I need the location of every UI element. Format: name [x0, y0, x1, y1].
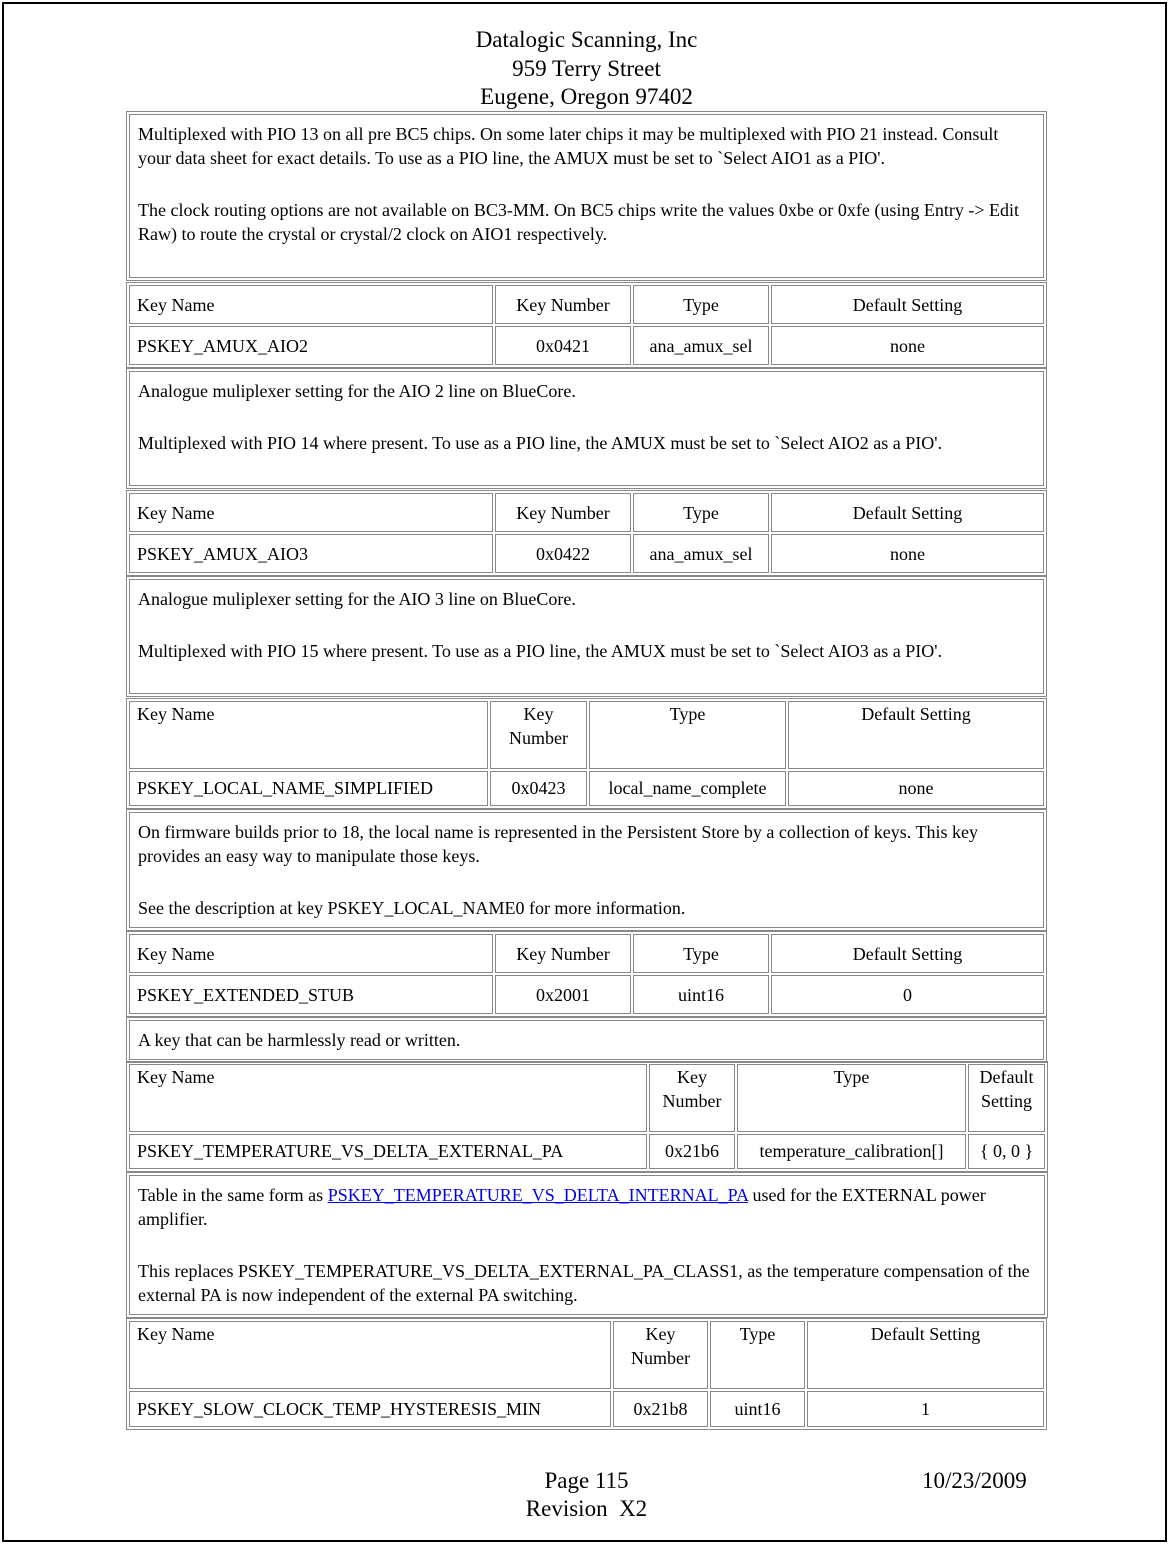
col-type: Type — [633, 285, 769, 324]
key-default: none — [771, 534, 1044, 573]
company-city: Eugene, Oregon 97402 — [480, 84, 693, 109]
intro-description: Multiplexed with PIO 13 on all pre BC5 chips. On some later chips it may be multiplexed with PIO 21 instead. Consult your data sheet for exact details. To use as a PIO line, the AMUX must be set to `Select AIO1 as a PIO'. The clock routing options are not available on BC3-MM. On BC5 chips write the values 0xbe or 0xfe (using Entry -> Edit Raw) to route the crystal or crystal/2 clock on AIO1 respectively. — [129, 114, 1044, 278]
key-type: uint16 — [710, 1391, 805, 1427]
key-name: PSKEY_TEMPERATURE_VS_DELTA_EXTERNAL_PA — [129, 1134, 647, 1169]
key-number: 0x21b6 — [649, 1134, 735, 1169]
key-name: PSKEY_AMUX_AIO3 — [129, 534, 493, 573]
col-key-number: Key Number — [495, 493, 631, 532]
key-description-amux-aio2 — [126, 368, 1047, 489]
col-key-name: Key Name — [129, 1321, 611, 1389]
table-header-row — [129, 285, 1044, 324]
key-description-local-name-simplified — [126, 809, 1047, 931]
company-name: Datalogic Scanning, Inc — [475, 27, 698, 52]
col-key-name: Key Name — [129, 934, 493, 973]
table-header-row — [129, 1064, 1045, 1132]
intro-description-table — [126, 111, 1047, 281]
key-type: local_name_complete — [589, 771, 786, 806]
revision: Revision X2 — [525, 1496, 648, 1521]
key-table-local-name-simplified — [126, 698, 1047, 809]
key-description: On firmware builds prior to 18, the local name is represented in the Persistent Store by a collection of keys. This key provides an easy way to manipulate those keys. See the description at key PSKEY_LOCAL_NAME0 for more information. — [129, 812, 1044, 928]
key-default: none — [788, 771, 1044, 806]
key-name: PSKEY_AMUX_AIO2 — [129, 326, 493, 365]
table-row — [129, 771, 1044, 806]
key-table-extended-stub — [126, 931, 1047, 1017]
key-default: 0 — [771, 975, 1044, 1014]
col-key-name: Key Name — [129, 701, 488, 769]
col-type: Type — [633, 934, 769, 973]
company-street: 959 Terry Street — [512, 55, 661, 81]
key-type: ana_amux_sel — [633, 534, 769, 573]
col-default-setting: Default Setting — [771, 493, 1044, 532]
key-default: none — [771, 326, 1044, 365]
col-default-setting: Default Setting — [788, 701, 1044, 769]
col-key-number: Key Number — [495, 934, 631, 973]
key-default: 1 — [807, 1391, 1044, 1427]
key-number: 0x2001 — [495, 975, 631, 1014]
key-name: PSKEY_LOCAL_NAME_SIMPLIFIED — [129, 771, 488, 806]
col-key-name: Key Name — [129, 285, 493, 324]
col-key-number: Key Number — [495, 285, 631, 324]
table-row — [129, 1391, 1044, 1427]
table-header-row — [129, 1321, 1044, 1389]
key-table-amux-aio3 — [126, 490, 1047, 576]
col-key-name: Key Name — [129, 1064, 647, 1132]
key-default: { 0, 0 } — [968, 1134, 1045, 1169]
key-number: 0x0422 — [495, 534, 631, 573]
key-type: uint16 — [633, 975, 769, 1014]
key-name: PSKEY_SLOW_CLOCK_TEMP_HYSTERESIS_MIN — [129, 1391, 611, 1427]
page-header — [0, 26, 1173, 112]
internal-pa-key-link[interactable]: PSKEY_TEMPERATURE_VS_DELTA_INTERNAL_PA — [327, 1185, 748, 1205]
key-type: ana_amux_sel — [633, 326, 769, 365]
key-description-extended-stub — [126, 1017, 1047, 1063]
key-description: Table in the same form as PSKEY_TEMPERATURE_VS_DELTA_INTERNAL_PA used for the EXTERNAL power amplifier. This replaces PSKEY_TEMPERATURE_VS_DELTA_EXTERNAL_PA_CLASS1, as the temperature compensation of the external PA is now independent of the external PA switching. — [129, 1175, 1045, 1315]
col-type: Type — [710, 1321, 805, 1389]
table-row — [129, 975, 1044, 1014]
table-header-row — [129, 701, 1044, 769]
col-type: Type — [737, 1064, 966, 1132]
key-type: temperature_calibration[] — [737, 1134, 966, 1169]
key-description-amux-aio3 — [126, 576, 1047, 697]
col-key-number: Key Number — [490, 701, 587, 769]
col-type: Type — [633, 493, 769, 532]
table-header-row — [129, 493, 1044, 532]
key-table-temperature-vs-delta-external-pa — [126, 1061, 1048, 1172]
table-row — [129, 1134, 1045, 1169]
key-description: Analogue muliplexer setting for the AIO 2 line on BlueCore. Multiplexed with PIO 14 where present. To use as a PIO line, the AMUX must be set to `Select AIO2 as a PIO'. — [129, 371, 1044, 486]
table-row — [129, 534, 1044, 573]
key-description: Analogue muliplexer setting for the AIO 3 line on BlueCore. Multiplexed with PIO 15 where present. To use as a PIO line, the AMUX must be set to `Select AIO3 as a PIO'. — [129, 579, 1044, 694]
col-key-name: Key Name — [129, 493, 493, 532]
key-description: A key that can be harmlessly read or written. — [129, 1020, 1044, 1060]
col-default-setting: Default Setting — [807, 1321, 1044, 1389]
col-default-setting: Default Setting — [771, 285, 1044, 324]
table-row — [129, 326, 1044, 365]
key-table-slow-clock-temp-hysteresis-min — [126, 1318, 1047, 1430]
col-default-setting: Default Setting — [771, 934, 1044, 973]
key-table-amux-aio2 — [126, 282, 1047, 368]
key-description-temperature-vs-delta-external-pa — [126, 1172, 1048, 1318]
col-key-number: Key Number — [613, 1321, 708, 1389]
col-default-setting: Default Setting — [968, 1064, 1045, 1132]
page-number: Page 115 — [544, 1468, 629, 1493]
key-name: PSKEY_EXTENDED_STUB — [129, 975, 493, 1014]
col-type: Type — [589, 701, 786, 769]
table-header-row — [129, 934, 1044, 973]
key-number: 0x0423 — [490, 771, 587, 806]
col-key-number: Key Number — [649, 1064, 735, 1132]
footer-date: 10/23/2009 — [922, 1468, 1027, 1493]
key-number: 0x21b8 — [613, 1391, 708, 1427]
key-number: 0x0421 — [495, 326, 631, 365]
